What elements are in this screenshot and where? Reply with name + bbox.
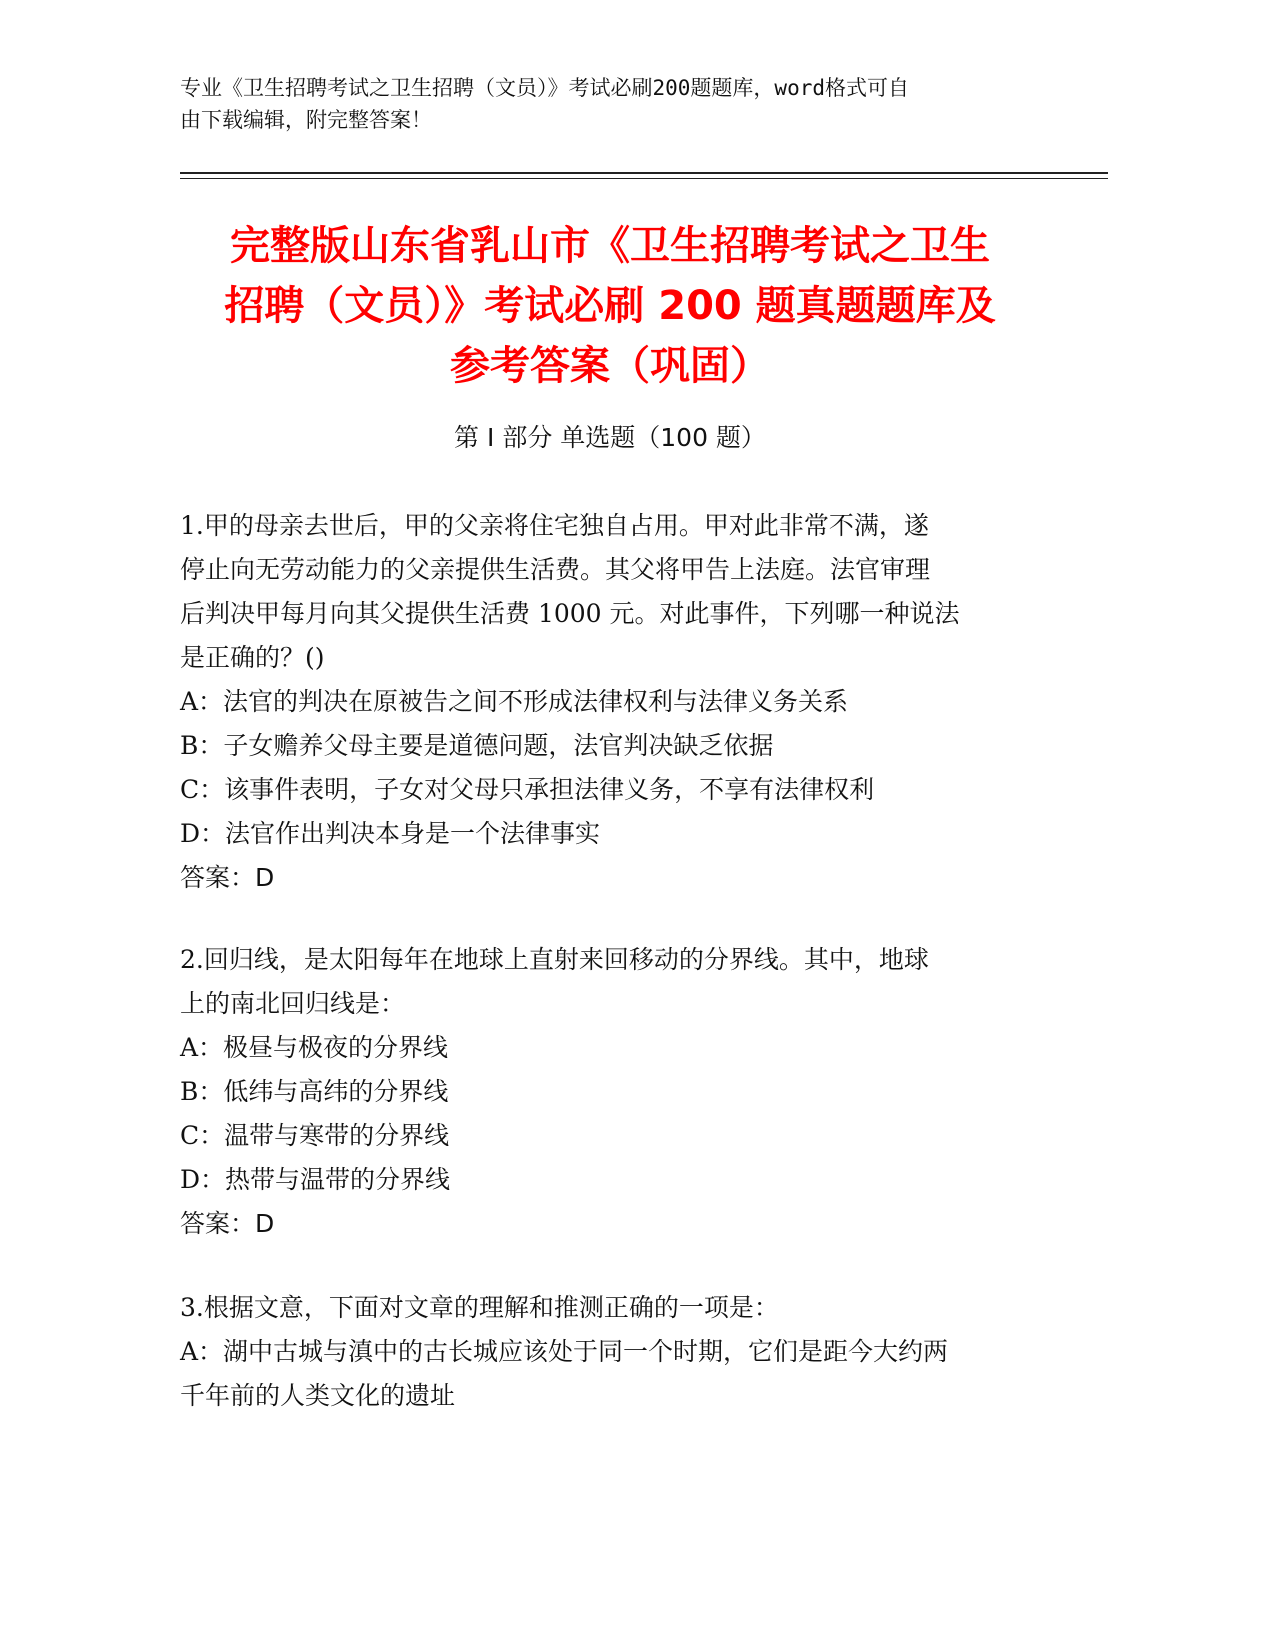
- option-a-continued: 千年前的人类文化的遗址: [180, 1381, 456, 1410]
- option-d: D：法官作出判决本身是一个法律事实: [180, 819, 601, 848]
- answer-line: 答案：D: [180, 863, 275, 892]
- header-divider-thick: [180, 172, 1108, 174]
- question-stem-line: 停止向无劳动能力的父亲提供生活费。其父将甲告上法庭。法官审理: [180, 555, 931, 584]
- option-b: B：低纬与高纬的分界线: [180, 1077, 449, 1106]
- option-c: C：温带与寒带的分界线: [180, 1121, 450, 1150]
- option-b: B：子女赡养父母主要是道德问题，法官判决缺乏依据: [180, 731, 774, 760]
- document-title: [180, 216, 1040, 396]
- header-note-line: 专业《卫生招聘考试之卫生招聘（文员）》考试必刷200题题库，word格式可自: [180, 76, 909, 100]
- answer-line: 答案：D: [180, 1209, 275, 1238]
- option-a: A：极昼与极夜的分界线: [180, 1033, 449, 1062]
- option-c: C：该事件表明，子女对父母只承担法律义务，不享有法律权利: [180, 775, 875, 804]
- question-stem-line: 1.甲的母亲去世后，甲的父亲将住宅独自占用。甲对此非常不满，遂: [180, 511, 929, 540]
- option-a: A：湖中古城与滇中的古长城应该处于同一个时期，它们是距今大约两: [180, 1337, 949, 1366]
- question-stem-line: 2.回归线，是太阳每年在地球上直射来回移动的分界线。其中，地球: [180, 945, 929, 974]
- header-note: [180, 72, 1040, 136]
- question-2: [180, 938, 1040, 1246]
- question-stem-line: 上的南北回归线是：: [180, 989, 406, 1018]
- document-title-line: 完整版山东省乳山市《卫生招聘考试之卫生: [230, 223, 990, 269]
- question-3: [180, 1286, 1040, 1418]
- question-stem-line: 3.根据文意，下面对文章的理解和推测正确的一项是：: [180, 1293, 779, 1322]
- header-divider-thin: [180, 178, 1108, 179]
- question-stem-line: 是正确的？(): [180, 643, 325, 672]
- header-note-line: 由下载编辑，附完整答案！: [180, 108, 432, 132]
- option-d: D：热带与温带的分界线: [180, 1165, 451, 1194]
- question-1: [180, 504, 1040, 900]
- document-title-line: 参考答案（巩固）: [450, 343, 770, 389]
- document-title-line: 招聘（文员）》考试必刷 200 题真题题库及: [224, 283, 996, 329]
- question-stem-line: 后判决甲每月向其父提供生活费 1000 元。对此事件，下列哪一种说法: [180, 599, 960, 628]
- option-a: A：法官的判决在原被告之间不形成法律权利与法律义务关系: [180, 687, 849, 716]
- section-heading: 第 I 部分 单选题（100 题）: [454, 423, 766, 452]
